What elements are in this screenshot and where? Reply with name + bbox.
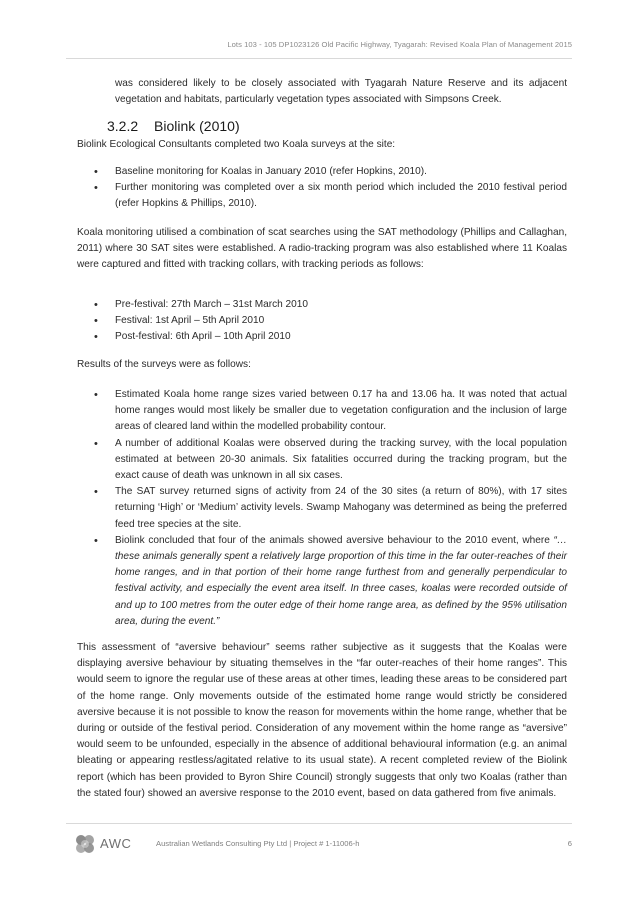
bullet-icon: •	[94, 389, 98, 401]
footer-company: Australian Wetlands Consulting Pty Ltd | Project # 1-11006-h	[156, 839, 360, 848]
section-number: 3.2.2	[107, 118, 139, 134]
biolink-quote: “…these animals generally spent a relatively large proportion of this time in the far outer-reaches of their home ranges, and in that portion of their home range furthest from and generally perpendicular to festival activity, and especially the event area itself. In three cases, koalas were recorded outside of and up to 100 metres from the outer edge of their home range area, as defined by the 95% utilisation area, during the event.”	[115, 534, 567, 627]
running-header: Lots 103 - 105 DP1023126 Old Pacific Highway, Tyagarah: Revised Koala Plan of Management 2015	[227, 40, 572, 49]
results-list	[77, 387, 567, 630]
list-item: • Baseline monitoring for Koalas in January 2010 (refer Hopkins, 2010).	[77, 164, 567, 180]
list-item: • Estimated Koala home range sizes varied between 0.17 ha and 13.06 ha. It was noted that actual home ranges would most likely be smaller due to vegetation configuration and the inclusion of large areas of cleared land within the modelled probability contour.	[94, 389, 567, 433]
assessment-paragraph: This assessment of “aversive behaviour” seems rather subjective as it suggests that the Koalas were displaying aversive behaviour by situating themselves in the “far outer-reaches of their home ranges”. This would seem to ignore the regular use of these areas at other times, leading these areas to be considered part of the home range. Only movements outside of the estimated home range would strictly be considered aversive because it is not possible to know the reason for movements within the home range, whether that be during or outside of the festival period. Consideration of any movement within the home range as “aversive” would seem to be unfounded, especially in the absence of additional behavioural information (e.g. an animal bleating or appearing restless/agitated relative to its usual state). A recent completed review of the Biolink report (which has been provided to Byron Shire Council) strongly suggests that only two Koalas (rather than the stated four) showed an aversive response to the 2010 event, based on data gathered from five animals.	[77, 642, 567, 799]
list-item: • Post-festival: 6th April – 10th April 2010	[77, 329, 567, 345]
bullet-icon: •	[94, 437, 98, 450]
section-title: Biolink (2010)	[154, 118, 240, 134]
survey-list	[77, 164, 567, 213]
list-item	[77, 533, 567, 630]
section-heading	[107, 118, 240, 134]
bullet-icon: •	[94, 486, 98, 499]
header-divider	[66, 58, 572, 59]
page-number: 6	[567, 839, 572, 848]
bullet-icon: •	[94, 315, 98, 328]
logo-text: AWC	[100, 836, 132, 851]
bullet-icon: •	[94, 534, 98, 547]
bullet-icon: •	[94, 299, 98, 311]
list-item: • Pre-festival: 27th March – 31st March 2010	[77, 297, 567, 313]
list-item: • Further monitoring was completed over a six month period which included the 2010 festival period (refer Hopkins & Phillips, 2010).	[94, 182, 567, 210]
list-item: • A number of additional Koalas were observed during the tracking survey, with the local population estimated at between 20-30 animals. Six fatalities occurred during the tracking program, but the exact cause of death was unknown in all six cases.	[94, 437, 567, 482]
bullet-icon: •	[94, 166, 98, 178]
list-item: • The SAT survey returned signs of activity from 24 of the 30 sites (a return of 80%), with 17 sites returning ‘High’ or ‘Medium’ activity levels. Swamp Mahogany was determined as being the preferred feed tree species at the site.	[94, 486, 567, 530]
continuation-paragraph: was considered likely to be closely associated with Tyagarah Nature Reserve and its adjacent vegetation and habitats, particularly vegetation types associated with Simpsons Creek.	[115, 78, 567, 106]
footer-divider	[66, 823, 572, 824]
intro-paragraph: Biolink Ecological Consultants completed two Koala surveys at the site:	[77, 139, 396, 150]
tracking-period-list	[77, 297, 567, 346]
bullet-icon: •	[94, 331, 98, 344]
result-lead-text: Biolink concluded that four of the animals showed aversive behaviour to the 2010 event, where	[115, 534, 554, 546]
list-item: • Festival: 1st April – 5th April 2010	[77, 313, 567, 329]
monitoring-paragraph: Koala monitoring utilised a combination of scat searches using the SAT methodology (Phillips and Callaghan, 2011) where 30 SAT sites were established. A radio-tracking program was also established where 11 Koalas were captured and fitted with tracking collars, with tracking periods as follows:	[77, 227, 567, 271]
bullet-icon: •	[94, 182, 98, 195]
results-intro-paragraph: Results of the surveys were as follows:	[77, 359, 251, 370]
